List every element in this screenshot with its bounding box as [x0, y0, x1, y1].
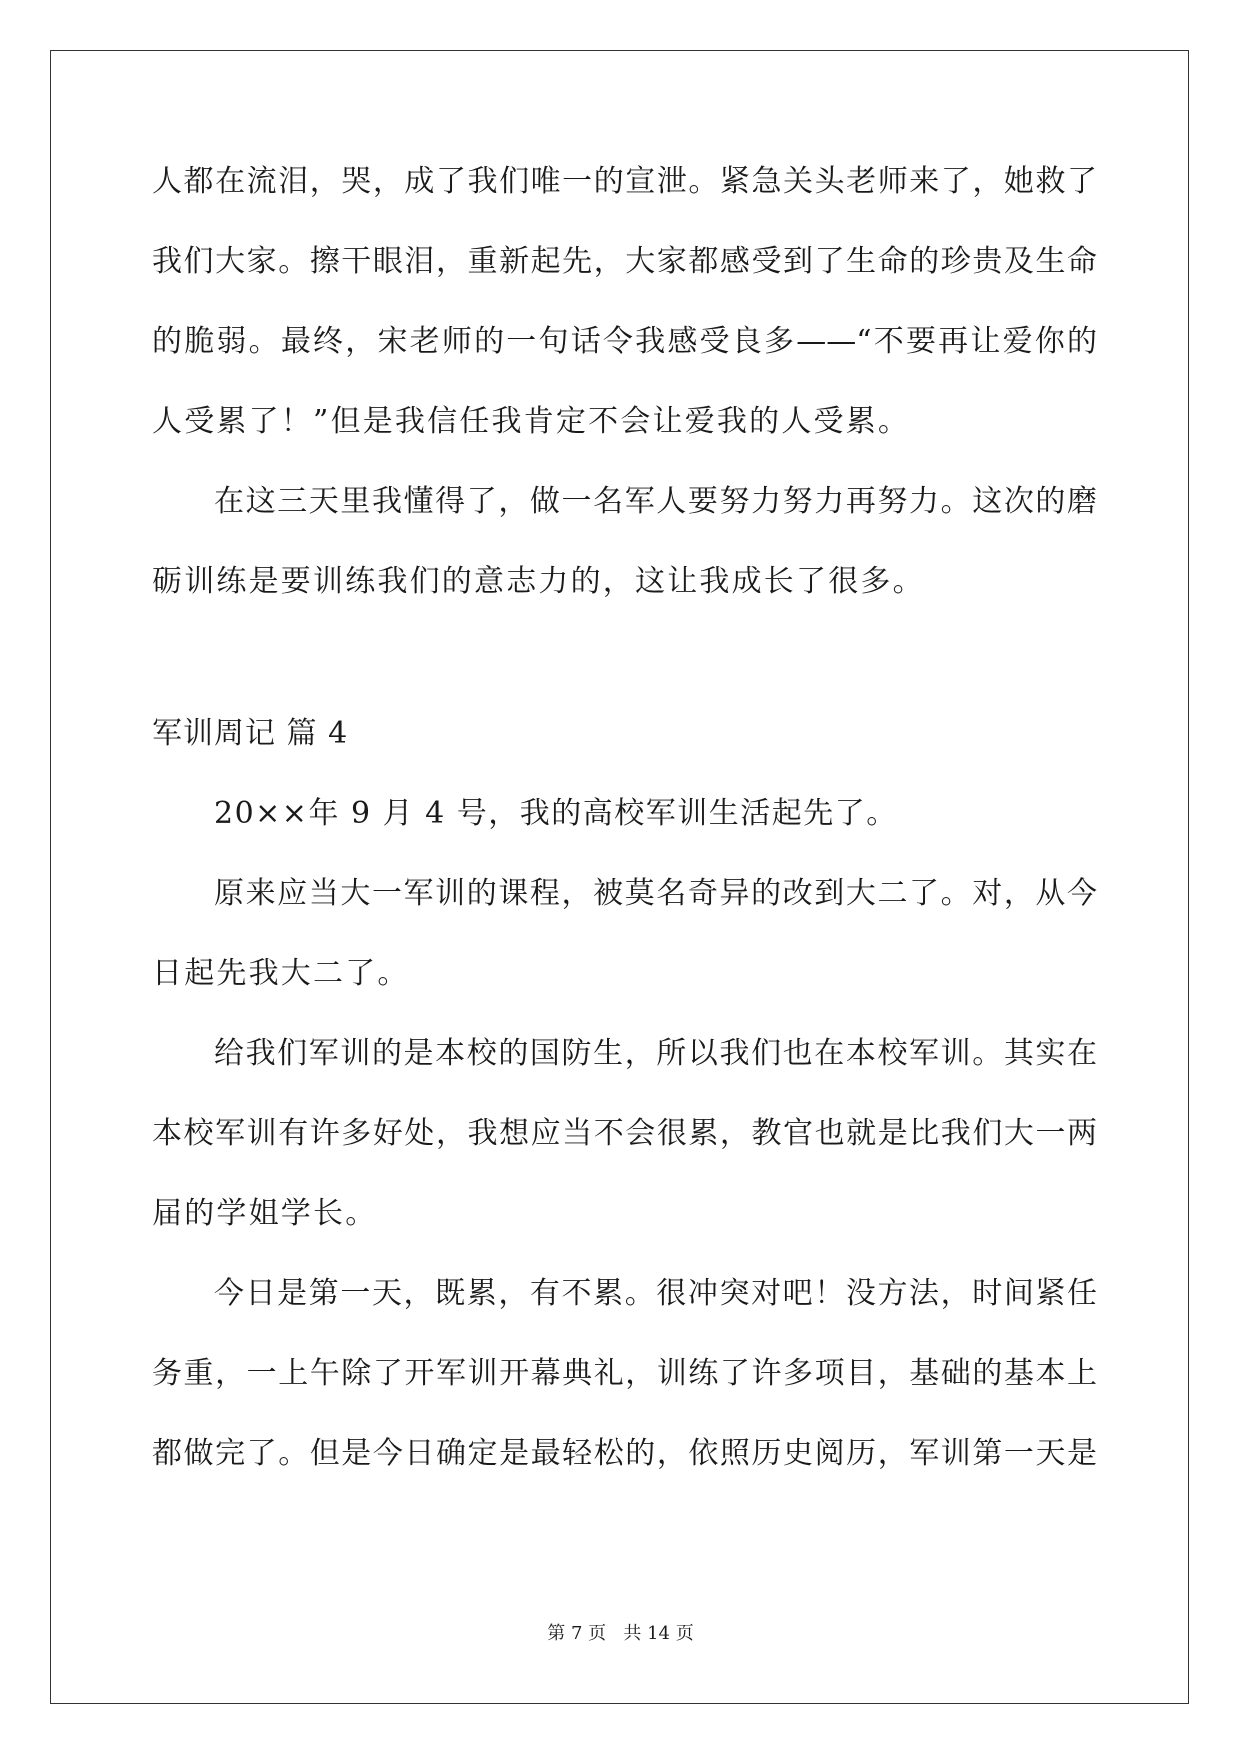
paragraph-line: 届的学姐学长。 — [152, 1196, 378, 1231]
page-number: 第 7 页 — [547, 1623, 607, 1644]
paragraph-line: 务重，一上午除了开军训开幕典礼，训练了许多项目，基础的基本上 — [152, 1356, 1097, 1391]
paragraph-line: 我们大家。擦干眼泪，重新起先，大家都感受到了生命的珍贵及生命 — [152, 244, 1097, 279]
paragraph-line: 本校军训有许多好处，我想应当不会很累，教官也就是比我们大一两 — [152, 1116, 1097, 1151]
paragraph-line: 的脆弱。最终，宋老师的一句话令我感受良多——“不要再让爱你的 — [152, 324, 1097, 359]
paragraph-line: 人受累了！”但是我信任我肯定不会让爱我的人受累。 — [152, 404, 911, 439]
paragraph-line: 原来应当大一军训的课程，被莫名奇异的改到大二了。对，从今 — [214, 876, 1097, 911]
paragraph-line: 今日是第一天，既累，有不累。很冲突对吧！没方法，时间紧任 — [214, 1276, 1097, 1311]
paragraph-line: 在这三天里我懂得了，做一名军人要努力努力再努力。这次的磨 — [214, 484, 1097, 519]
paragraph-line: 给我们军训的是本校的国防生，所以我们也在本校军训。其实在 — [214, 1036, 1097, 1071]
page-total: 共 14 页 — [623, 1623, 694, 1644]
paragraph-line: 人都在流泪，哭，成了我们唯一的宣泄。紧急关头老师来了，她救了 — [152, 164, 1097, 199]
paragraph-line: 20××年 9 月 4 号，我的高校军训生活起先了。 — [214, 796, 898, 831]
paragraph-line: 日起先我大二了。 — [152, 956, 410, 991]
paragraph-line: 都做完了。但是今日确定是最轻松的，依照历史阅历，军训第一天是 — [152, 1436, 1097, 1471]
page-footer — [0, 1622, 1241, 1646]
section-heading: 军训周记 篇 4 — [152, 716, 349, 751]
paragraph-line: 砺训练是要训练我们的意志力的，这让我成长了很多。 — [152, 564, 925, 599]
